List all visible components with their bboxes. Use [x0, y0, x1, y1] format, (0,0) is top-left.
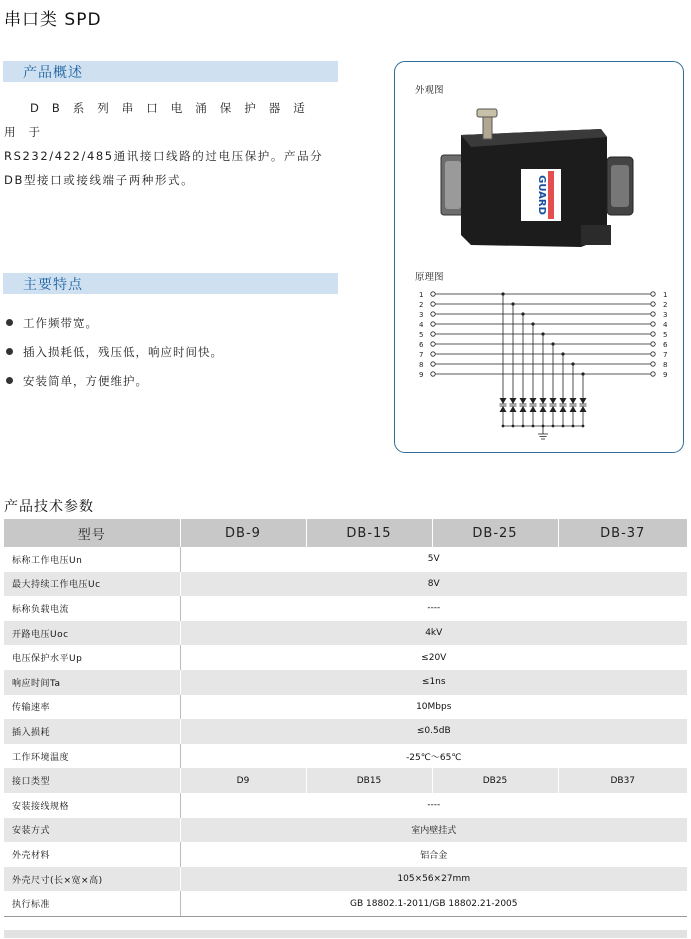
pin-terminal	[431, 302, 435, 306]
pin-number-left: 8	[419, 361, 424, 369]
value-cell: ----	[180, 793, 687, 818]
value-cell: DB25	[432, 768, 558, 793]
schematic-label: 原理图	[415, 272, 444, 283]
table-row	[4, 572, 687, 597]
diode-mark	[510, 398, 517, 404]
intro-line-1: DB系列串口电涌保护器适用于	[4, 101, 318, 139]
pin-number-right: 6	[663, 341, 668, 349]
pin-terminal	[651, 292, 655, 296]
pin-number-right: 9	[663, 371, 668, 379]
diode-mark	[530, 406, 537, 412]
intro-paragraph	[4, 96, 340, 192]
param-cell: 外壳尺寸(长×宽×高)	[4, 867, 180, 892]
table-row	[4, 645, 687, 670]
diode-mark	[550, 398, 557, 404]
diode-mark	[580, 406, 587, 412]
param-cell: 开路电压Uoc	[4, 621, 180, 646]
pin-terminal	[431, 352, 435, 356]
value-cell: GB 18802.1-2011/GB 18802.21-2005	[180, 891, 687, 916]
page-title: 串口类 SPD	[4, 10, 102, 30]
pin-terminal	[431, 312, 435, 316]
feature-item: 安装简单，方便维护。	[6, 373, 148, 389]
value-cell: ≤20V	[180, 645, 687, 670]
table-row	[4, 793, 687, 818]
diode-mark	[500, 398, 507, 404]
param-cell: 传输速率	[4, 695, 180, 720]
column-header: DB-37	[558, 519, 687, 547]
diode-mark	[540, 398, 547, 404]
value-cell: 105×56×27mm	[180, 867, 687, 892]
pin-terminal	[651, 362, 655, 366]
table-row	[4, 695, 687, 720]
pin-number-left: 1	[419, 291, 424, 299]
pin-terminal	[651, 312, 655, 316]
diode-mark	[540, 406, 547, 412]
table-row	[4, 670, 687, 695]
column-header: DB-9	[180, 519, 306, 547]
pin-number-right: 2	[663, 301, 668, 309]
value-cell: 室内壁挂式	[180, 818, 687, 843]
diode-mark	[570, 398, 577, 404]
column-header: DB-15	[306, 519, 432, 547]
section-heading: 主要特点	[23, 277, 83, 293]
pin-terminal	[651, 302, 655, 306]
pin-number-right: 3	[663, 311, 668, 319]
pin-number-right: 1	[663, 291, 668, 299]
diode-mark	[520, 406, 527, 412]
param-cell: 电压保护水平Up	[4, 645, 180, 670]
pin-terminal	[431, 342, 435, 346]
param-cell: 执行标准	[4, 891, 180, 916]
param-cell: 标称工作电压Un	[4, 547, 180, 572]
pin-terminal	[651, 352, 655, 356]
table-row	[4, 719, 687, 744]
feature-item: 插入损耗低，残压低，响应时间快。	[6, 344, 223, 360]
diode-mark	[530, 398, 537, 404]
pin-number-right: 4	[663, 321, 668, 329]
diode-mark	[550, 406, 557, 412]
pin-terminal	[431, 362, 435, 366]
param-cell: 最大持续工作电压Uc	[4, 572, 180, 597]
diode-mark	[520, 398, 527, 404]
pin-number-left: 3	[419, 311, 424, 319]
pin-number-left: 4	[419, 321, 424, 329]
param-cell: 插入损耗	[4, 719, 180, 744]
value-cell: ≤0.5dB	[180, 719, 687, 744]
value-cell: ----	[180, 596, 687, 621]
diode-mark	[560, 406, 567, 412]
table-row	[4, 818, 687, 843]
bullet-icon	[6, 319, 13, 326]
pin-number-left: 6	[419, 341, 424, 349]
feature-item: 工作频带宽。	[6, 315, 98, 331]
pin-number-left: 7	[419, 351, 424, 359]
product-illustration-panel	[394, 61, 684, 453]
column-header: DB-25	[432, 519, 558, 547]
pin-number-left: 9	[419, 371, 424, 379]
value-cell: DB37	[558, 768, 687, 793]
appearance-label: 外观图	[415, 85, 444, 96]
bullet-icon	[6, 348, 13, 355]
diode-mark	[570, 406, 577, 412]
param-cell: 接口类型	[4, 768, 180, 793]
section-heading: 产品概述	[23, 65, 83, 81]
table-header-row	[4, 519, 687, 547]
param-cell: 工作环境温度	[4, 744, 180, 769]
pin-number-right: 5	[663, 331, 668, 339]
column-header: 型号	[4, 519, 180, 547]
table-row	[4, 621, 687, 646]
pin-number-left: 2	[419, 301, 424, 309]
value-cell: 8V	[180, 572, 687, 597]
diode-mark	[510, 406, 517, 412]
pin-number-right: 8	[663, 361, 668, 369]
pin-number-right: 7	[663, 351, 668, 359]
value-cell: 10Mbps	[180, 695, 687, 720]
table-row	[4, 596, 687, 621]
section-header-features	[3, 273, 338, 294]
param-cell: 响应时间Ta	[4, 670, 180, 695]
logo-text: GUARD	[536, 175, 547, 215]
spec-title: 产品技术参数	[4, 499, 94, 515]
value-cell: -25℃～65℃	[180, 744, 687, 769]
param-cell: 安装接线规格	[4, 793, 180, 818]
pin-number-left: 5	[419, 331, 424, 339]
pin-terminal	[651, 372, 655, 376]
schematic-diagram	[417, 286, 677, 446]
table-row	[4, 891, 687, 916]
pin-terminal	[651, 342, 655, 346]
table-row	[4, 768, 687, 793]
value-cell: DB15	[306, 768, 432, 793]
pin-terminal	[431, 292, 435, 296]
diode-mark	[500, 406, 507, 412]
table-row	[4, 547, 687, 572]
pin-terminal	[651, 322, 655, 326]
table-row	[4, 842, 687, 867]
pin-terminal	[431, 372, 435, 376]
value-cell: 4kV	[180, 621, 687, 646]
pin-terminal	[651, 332, 655, 336]
value-cell: 5V	[180, 547, 687, 572]
param-cell: 标称负载电流	[4, 596, 180, 621]
diode-mark	[580, 398, 587, 404]
table-row	[4, 867, 687, 892]
table-row	[4, 744, 687, 769]
bullet-icon	[6, 377, 13, 384]
value-cell: 铝合金	[180, 842, 687, 867]
section-header-overview	[3, 61, 338, 82]
product-photo-illustration	[431, 107, 651, 257]
pin-terminal	[431, 332, 435, 336]
diode-mark	[560, 398, 567, 404]
intro-text: RS232/422/485通讯接口线路的过电压保护。产品分DB型接口或接线端子两种形式。	[4, 149, 324, 187]
pin-terminal	[431, 322, 435, 326]
value-cell: D9	[180, 768, 306, 793]
param-cell: 安装方式	[4, 818, 180, 843]
spec-table	[4, 519, 687, 917]
param-cell: 外壳材料	[4, 842, 180, 867]
footer-divider	[4, 930, 687, 938]
value-cell: ≤1ns	[180, 670, 687, 695]
